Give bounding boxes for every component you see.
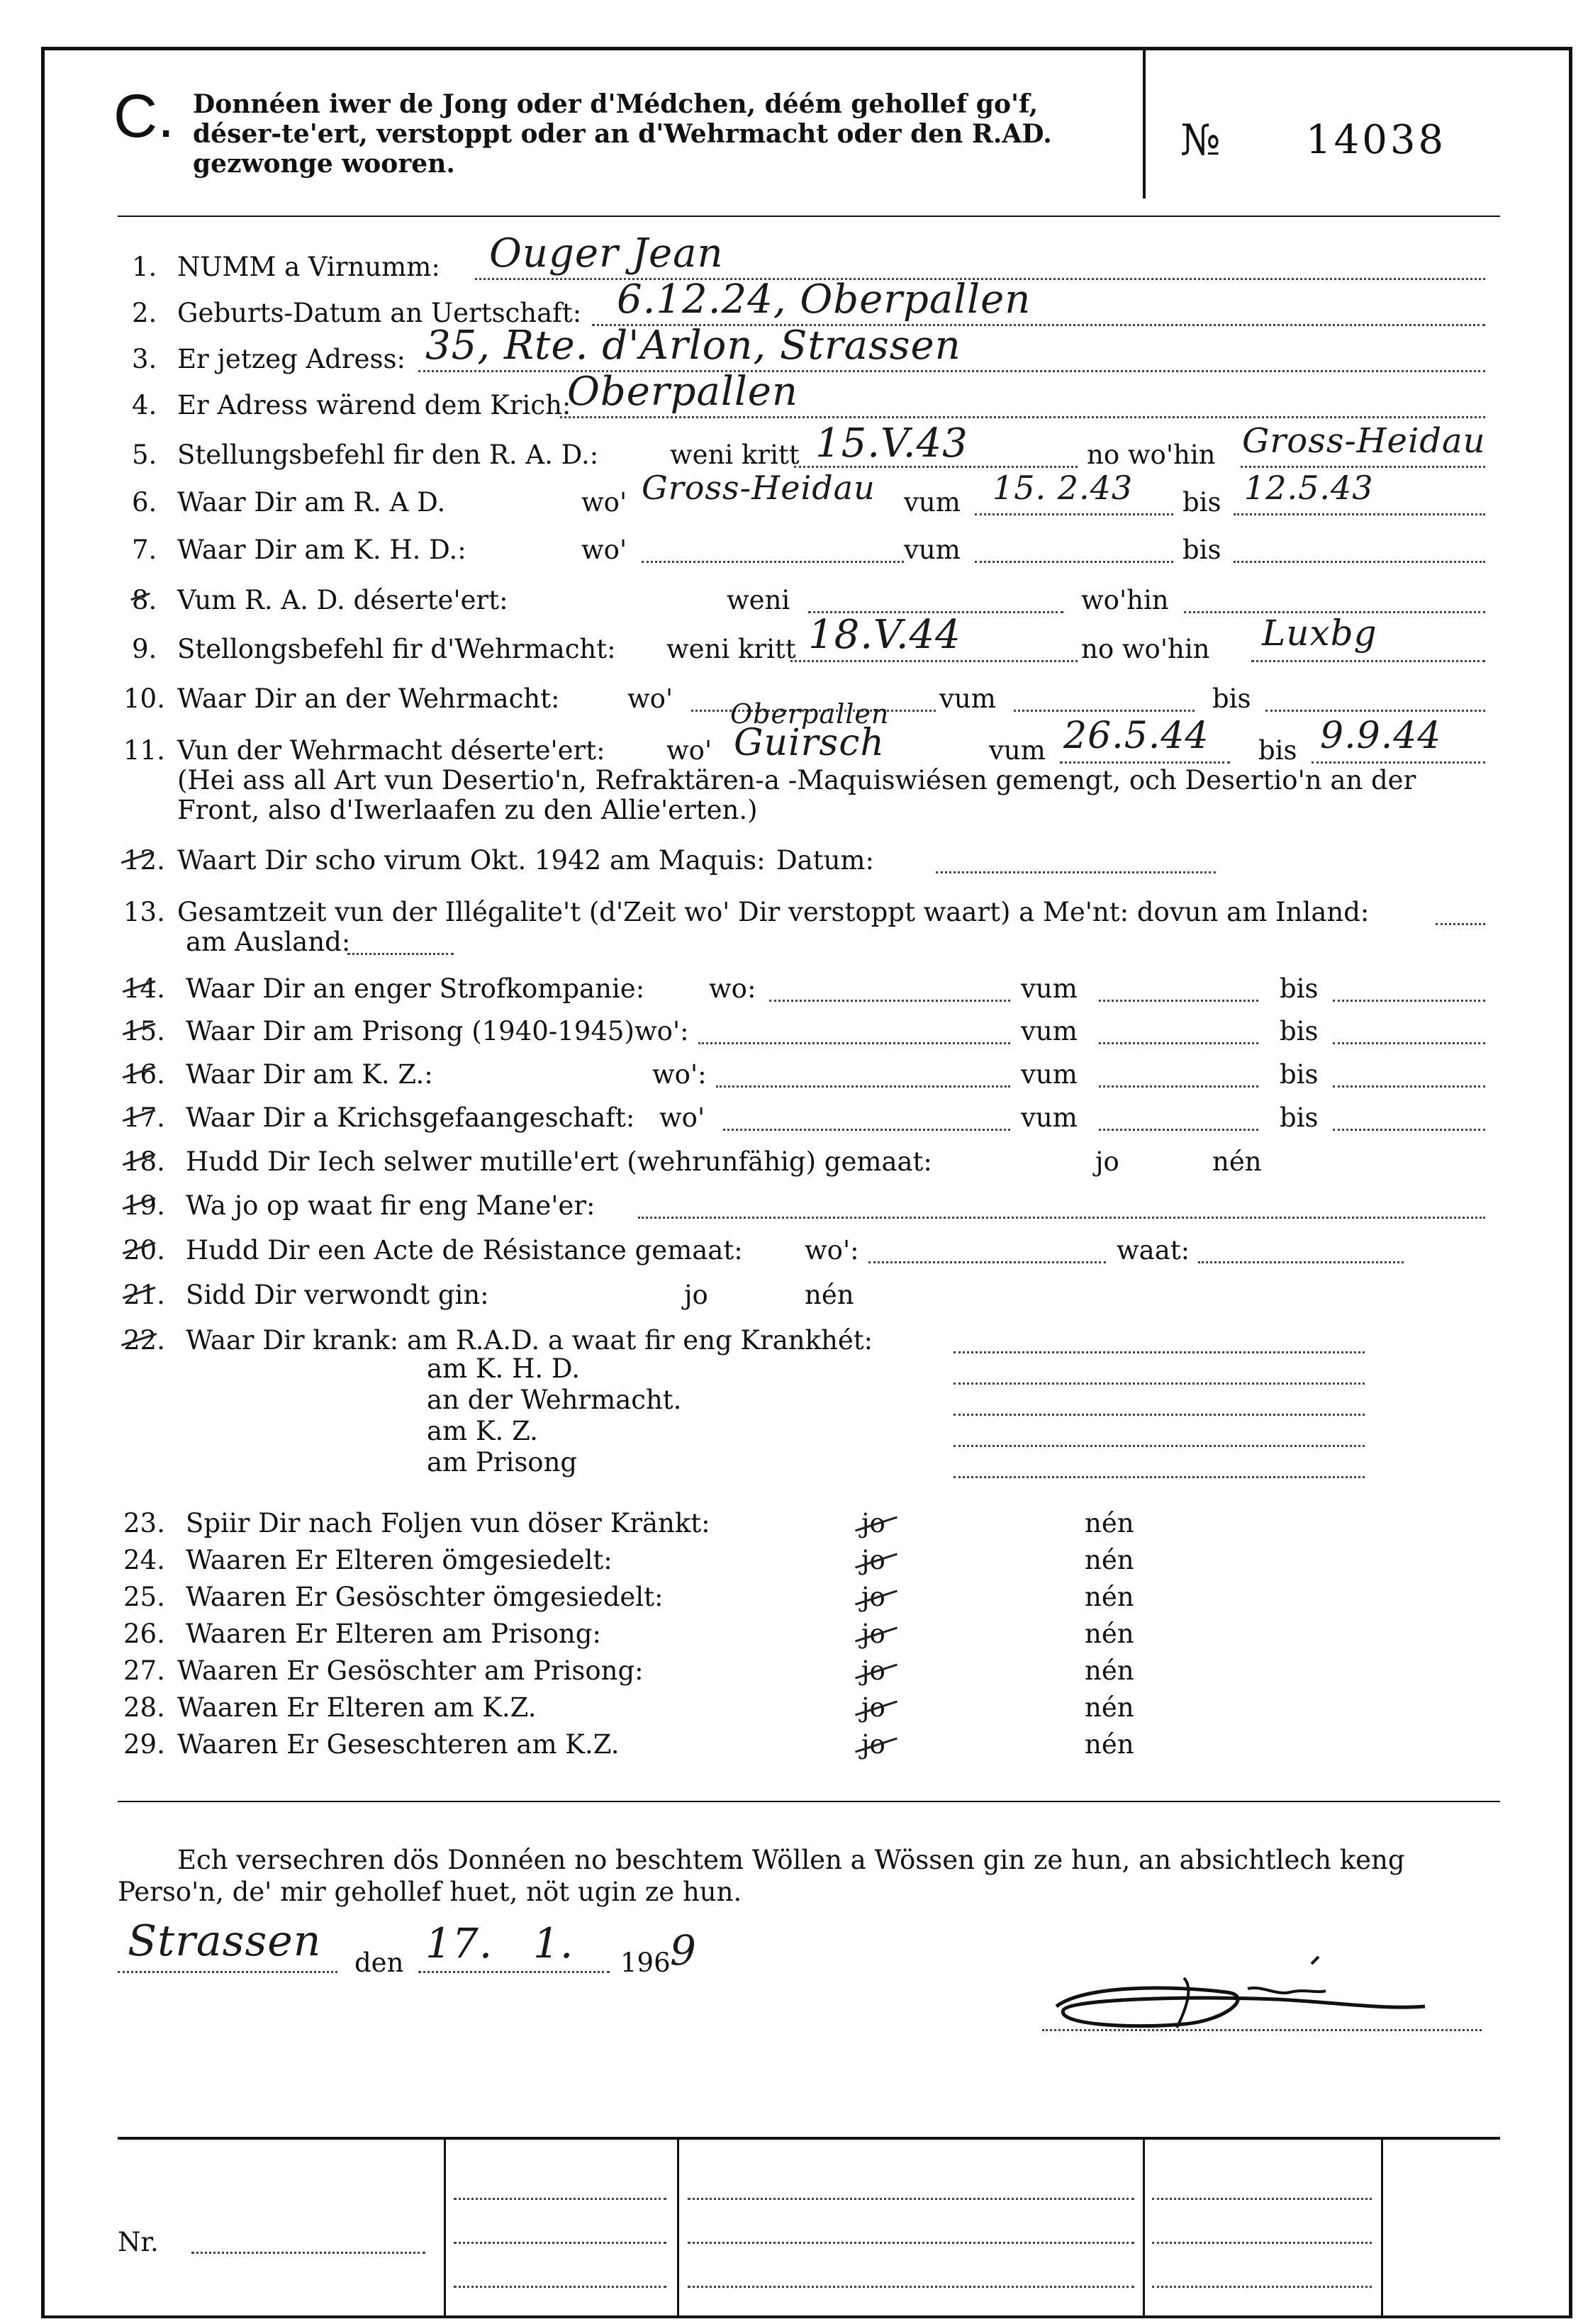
q22-number: 22. — [123, 1325, 165, 1356]
q15-vum-line — [1099, 1042, 1258, 1044]
q8-wohin: wo'hin — [1081, 585, 1169, 615]
q11-vum: vum — [989, 735, 1046, 766]
q28-label: Waaren Er Elteren am K.Z. — [177, 1692, 537, 1723]
q8-number: 8. — [132, 585, 157, 615]
q9-weni: weni kritt — [666, 634, 796, 664]
q21-jo: jo — [684, 1280, 708, 1310]
q4-line — [560, 416, 1485, 418]
q2-number: 2. — [132, 298, 157, 328]
q22-label: Waar Dir krank: am R.A.D. a waat fir eng Krankhét: — [186, 1325, 873, 1356]
q27-nen: nén — [1085, 1655, 1134, 1686]
q7-label: Waar Dir am K. H. D.: — [177, 535, 466, 565]
footer-c3-line2 — [688, 2242, 1134, 2244]
q15-number: 15. — [123, 1016, 165, 1046]
q7-vum-line — [975, 561, 1173, 563]
q7-vum: vum — [904, 535, 961, 565]
footer-c3-line1 — [688, 2198, 1134, 2200]
q22-sub-kz: am K. Z. — [427, 1416, 538, 1446]
q5-where: Gross-Heidau — [1242, 421, 1486, 461]
q17-wo: wo' — [659, 1102, 705, 1133]
q16-bis: bis — [1280, 1059, 1319, 1090]
q17-bis-line — [1333, 1129, 1485, 1131]
q1-number: 1. — [132, 252, 157, 282]
q17-bis: bis — [1280, 1102, 1319, 1133]
q24-nen: nén — [1085, 1545, 1134, 1575]
declaration-place: Strassen — [128, 1916, 322, 1966]
header-divider — [1143, 50, 1146, 199]
q5-weni: weni kritt — [670, 440, 800, 470]
q7-bis-line — [1234, 561, 1485, 563]
q22-prisong-line — [954, 1476, 1365, 1478]
q8-weni: weni — [727, 585, 790, 615]
header-rule — [118, 216, 1500, 217]
q1-value: Ouger Jean — [489, 230, 724, 276]
q4-value: Oberpallen — [567, 369, 798, 415]
footer-c2-line1 — [454, 2198, 666, 2200]
q10-bis-line — [1265, 710, 1485, 712]
date-line — [418, 1971, 610, 1973]
q14-bis-line — [1333, 1000, 1485, 1002]
q17-label: Waar Dir a Krichsgefaangeschaft: — [186, 1102, 635, 1133]
q15-label: Waar Dir am Prisong (1940-1945) — [186, 1016, 634, 1046]
q16-vum-line — [1099, 1085, 1258, 1088]
declaration-year-hand: 9 — [670, 1926, 697, 1974]
q13-number: 13. — [123, 897, 165, 927]
q29-label: Waaren Er Geseschteren am K.Z. — [177, 1729, 620, 1760]
q9-date: 18.V.44 — [808, 612, 961, 658]
declaration-rule — [118, 1801, 1500, 1802]
q14-wo-line — [769, 1000, 1010, 1002]
q2-value: 6.12.24, Oberpallen — [617, 276, 1031, 323]
q5-date: 15.V.43 — [815, 420, 968, 467]
footer-col1 — [444, 2138, 446, 2315]
q15-wo-line — [698, 1042, 1010, 1044]
q26-number: 26. — [123, 1619, 165, 1649]
form-number: 14038 — [1306, 117, 1447, 163]
q11-note-line2: Front, also d'Iwerlaafen zu den Allie'erten.) — [177, 795, 758, 825]
q11-label: Vun der Wehrmacht déserte'ert: — [177, 735, 605, 766]
q9-label: Stellongsbefehl fir d'Wehrmacht: — [177, 634, 616, 664]
q5-label: Stellungsbefehl fir den R. A. D.: — [177, 440, 599, 470]
q3-label: Er jetzeg Adress: — [177, 344, 406, 374]
q6-from: 15. 2.43 — [992, 469, 1134, 507]
q10-number: 10. — [123, 683, 165, 714]
q3-value: 35, Rte. d'Arlon, Strassen — [425, 323, 961, 369]
q23-jo: jo — [861, 1508, 885, 1538]
q25-label: Waaren Er Gesöschter ömgesiedelt: — [186, 1582, 664, 1612]
q25-nen: nén — [1085, 1582, 1134, 1612]
q15-wo: wo': — [634, 1016, 689, 1046]
footer-col3 — [1143, 2138, 1145, 2315]
q28-number: 28. — [123, 1692, 165, 1723]
q13-inland-line — [1436, 923, 1485, 925]
declaration-line2: Perso'n, de' mir gehollef huet, nöt ugin ze hun. — [118, 1877, 742, 1907]
q11-from-line — [1060, 761, 1230, 764]
section-letter: C. — [113, 82, 174, 150]
q1-label: NUMM a Virnumm: — [177, 252, 440, 282]
q7-number: 7. — [132, 535, 157, 565]
q19-number: 19. — [123, 1190, 165, 1221]
q5-number: 5. — [132, 440, 157, 470]
q16-number: 16. — [123, 1059, 165, 1090]
q9-number: 9. — [132, 634, 157, 664]
q25-number: 25. — [123, 1582, 165, 1612]
q7-wo: wo' — [581, 535, 627, 565]
q7-wo-line — [642, 561, 904, 563]
q23-number: 23. — [123, 1508, 165, 1538]
q22-sub-prisong: am Prisong — [427, 1447, 578, 1477]
place-line — [118, 1971, 337, 1973]
q20-label: Hudd Dir een Acte de Résistance gemaat: — [186, 1235, 743, 1266]
q27-jo: jo — [861, 1655, 885, 1686]
q6-where: Gross-Heidau — [642, 469, 876, 507]
footer-c4-line2 — [1152, 2242, 1372, 2244]
q17-vum: vum — [1021, 1102, 1078, 1133]
q15-vum: vum — [1021, 1016, 1078, 1046]
q10-vum-line — [1014, 710, 1195, 712]
declaration-line1: Ech versechren dös Donnéen no beschtem Wöllen a Wössen gin ze hun, an absichtlech keng — [177, 1845, 1405, 1875]
q10-vum: vum — [939, 683, 996, 714]
q22-kz-line — [954, 1445, 1365, 1447]
q15-bis-line — [1333, 1042, 1485, 1044]
q7-bis: bis — [1182, 535, 1221, 565]
q26-nen: nén — [1085, 1619, 1134, 1649]
q21-nen: nén — [805, 1280, 854, 1310]
q20-waat: waat: — [1117, 1235, 1190, 1266]
q11-where-top: Oberpallen — [730, 698, 890, 730]
q10-label: Waar Dir an der Wehrmacht: — [177, 683, 560, 714]
q17-number: 17. — [123, 1102, 165, 1133]
q20-wo-line — [868, 1261, 1106, 1263]
q29-number: 29. — [123, 1729, 165, 1760]
q27-label: Waaren Er Gesöschter am Prisong: — [177, 1655, 644, 1686]
q24-number: 24. — [123, 1545, 165, 1575]
q11-note-line1: (Hei ass all Art vun Desertio'n, Refraktären-a -Maquiswiésen gemengt, och Desertio'n an der — [177, 765, 1416, 795]
q2-label: Geburts-Datum an Uertschaft: — [177, 298, 582, 328]
declaration-den: den — [354, 1948, 404, 1978]
q16-wo: wo': — [652, 1059, 707, 1090]
number-sign: № — [1180, 116, 1221, 165]
footer-top-rule — [118, 2137, 1500, 2140]
q14-vum: vum — [1021, 973, 1078, 1004]
q29-nen: nén — [1085, 1729, 1134, 1760]
q12-label: Waart Dir scho virum Okt. 1942 am Maquis: — [177, 845, 766, 876]
q21-label: Sidd Dir verwondt gin: — [186, 1280, 489, 1310]
declaration-day: 17. — [425, 1919, 493, 1967]
q6-bis: bis — [1182, 487, 1221, 518]
q18-jo: jo — [1095, 1146, 1119, 1177]
q17-wo-line — [723, 1129, 1010, 1131]
q19-label: Wa jo op waat fir eng Mane'er: — [186, 1190, 596, 1221]
q6-wo: wo' — [581, 487, 627, 518]
q13-ausland-line — [347, 953, 454, 955]
q22-khd-line — [954, 1382, 1365, 1385]
q11-number: 11. — [123, 735, 165, 766]
q18-nen: nén — [1212, 1146, 1262, 1177]
q17-vum-line — [1099, 1129, 1258, 1131]
q29-jo: jo — [861, 1729, 885, 1760]
q26-label: Waaren Er Elteren am Prisong: — [186, 1619, 601, 1649]
footer-c4-line3 — [1152, 2286, 1372, 2288]
q19-line — [638, 1217, 1485, 1219]
q11-to-line — [1312, 761, 1485, 764]
footer-col2 — [677, 2138, 679, 2315]
q18-label: Hudd Dir Iech selwer mutille'ert (wehrunfähig) gemaat: — [186, 1146, 932, 1177]
q8-label: Vum R. A. D. déserte'ert: — [177, 585, 508, 615]
q22-sub-khd: am K. H. D. — [427, 1353, 580, 1384]
declaration-year: 196 — [620, 1948, 671, 1978]
q16-bis-line — [1333, 1085, 1485, 1088]
footer-c4-line1 — [1152, 2198, 1372, 2200]
q21-number: 21. — [123, 1280, 165, 1310]
q25-jo: jo — [861, 1582, 885, 1612]
q18-number: 18. — [123, 1146, 165, 1177]
q9-where-line — [1251, 660, 1485, 662]
q20-number: 20. — [123, 1235, 165, 1266]
q12-line — [936, 871, 1216, 873]
q26-jo: jo — [861, 1619, 885, 1649]
q11-wo: wo' — [666, 735, 712, 766]
q23-label: Spiir Dir nach Foljen vun döser Kränkt: — [186, 1508, 710, 1538]
q27-number: 27. — [123, 1655, 165, 1686]
q11-where: Guirsch — [734, 722, 885, 764]
header-title: Donnéen iwer de Jong oder d'Médchen, déém gehollef go'f, déser-te'ert, verstoppt oder an d'Wehrmacht oder den R.AD. gezwonge wooren. — [193, 89, 1052, 179]
q14-number: 14. — [123, 973, 165, 1004]
q6-to-line — [1234, 513, 1485, 515]
q20-waat-line — [1198, 1261, 1404, 1263]
q12-number: 12. — [123, 845, 165, 876]
q14-bis: bis — [1280, 973, 1319, 1004]
q15-bis: bis — [1280, 1016, 1319, 1046]
q4-label: Er Adress wärend dem Krich: — [177, 390, 571, 420]
q10-wo: wo' — [627, 683, 673, 714]
footer-nr-label: Nr. — [118, 2227, 159, 2257]
q10-bis: bis — [1212, 683, 1251, 714]
q3-number: 3. — [132, 344, 157, 374]
q16-wo-line — [716, 1085, 1010, 1088]
q11-bis: bis — [1258, 735, 1297, 766]
q22-rad-line — [954, 1351, 1365, 1353]
q11-from: 26.5.44 — [1063, 715, 1209, 757]
q6-to: 12.5.43 — [1244, 469, 1374, 507]
q16-vum: vum — [1021, 1059, 1078, 1090]
signature-line — [1042, 2029, 1482, 2031]
footer-c2-line3 — [454, 2286, 666, 2288]
q9-where: Luxbg — [1262, 613, 1377, 654]
q14-wo: wo: — [709, 973, 756, 1004]
q9-nowohin: no wo'hin — [1081, 634, 1210, 664]
footer-col4 — [1381, 2138, 1383, 2315]
footer-nr-line — [191, 2252, 425, 2254]
q14-vum-line — [1099, 1000, 1258, 1002]
q13-line2: am Ausland: — [186, 927, 351, 957]
q23-nen: nén — [1085, 1508, 1134, 1538]
q4-number: 4. — [132, 390, 157, 420]
q20-wo: wo': — [805, 1235, 859, 1266]
q9-date-line — [790, 660, 1078, 662]
q13-label: Gesamtzeit vun der Illégalite't (d'Zeit wo' Dir verstoppt waart) a Me'nt: dovun am Inland: — [177, 897, 1370, 927]
q22-sub-wehrmacht: an der Wehrmacht. — [427, 1385, 682, 1415]
footer-c3-line3 — [688, 2286, 1134, 2288]
declaration-month: 1. — [533, 1919, 574, 1967]
q22-wehrmacht-line — [954, 1414, 1365, 1416]
q6-number: 6. — [132, 487, 157, 518]
q6-from-line — [975, 513, 1173, 515]
q28-nen: nén — [1085, 1692, 1134, 1723]
footer-c2-line2 — [454, 2242, 666, 2244]
q11-to: 9.9.44 — [1320, 715, 1442, 757]
q24-label: Waaren Er Elteren ömgesiedelt: — [186, 1545, 613, 1575]
q5-nowohin: no wo'hin — [1087, 440, 1216, 470]
q28-jo: jo — [861, 1692, 885, 1723]
q14-label: Waar Dir an enger Strofkompanie: — [186, 973, 645, 1004]
q24-jo: jo — [861, 1545, 885, 1575]
q12-datum: Datum: — [776, 845, 874, 876]
q6-label: Waar Dir am R. A D. — [177, 487, 446, 518]
q16-label: Waar Dir am K. Z.: — [186, 1059, 433, 1090]
q6-vum: vum — [904, 487, 961, 518]
q5-where-line — [1241, 466, 1485, 468]
